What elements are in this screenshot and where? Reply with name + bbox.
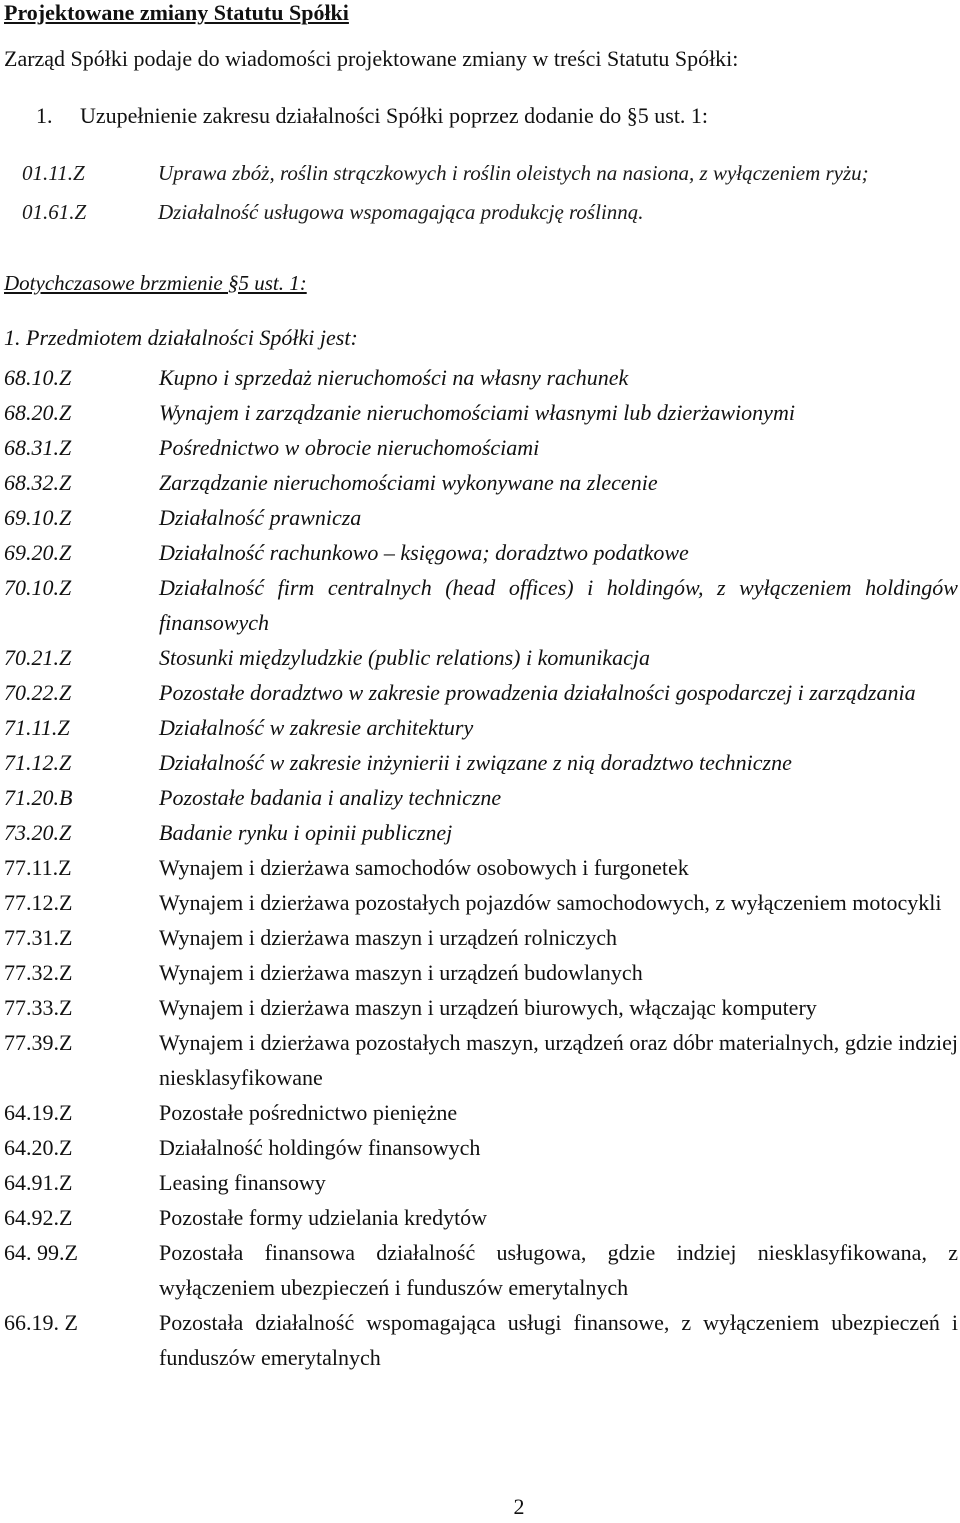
activity-description: Pozostałe doradztwo w zakresie prowadzenia działalności gospodarczej i zarządzania — [159, 680, 916, 705]
code-row — [4, 745, 958, 780]
activity-code: 68.10.Z — [4, 365, 72, 390]
activity-code: 64.20.Z — [4, 1135, 73, 1160]
activity-description: Wynajem i dzierżawa samochodów osobowych i furgonetek — [159, 855, 689, 880]
activity-description: Pozostała finansowa działalność usługowa, gdzie indziej niesklasyfikowana, z wyłączeniem ubezpieczeń i funduszów emerytalnych — [159, 1240, 958, 1300]
code-row — [4, 850, 958, 885]
activity-description: Wynajem i dzierżawa pozostałych pojazdów samochodowych, z wyłączeniem motocykli — [159, 890, 942, 915]
code-row — [4, 885, 958, 920]
code-row — [4, 570, 958, 640]
activity-description: Uprawa zbóż, roślin strączkowych i roślin oleistych na nasiona, z wyłączeniem ryżu; — [158, 161, 869, 185]
activity-codes-italic — [4, 360, 958, 850]
code-row — [4, 675, 958, 710]
code-row — [4, 465, 958, 500]
amendment-item-1 — [36, 103, 708, 129]
activity-description: Działalność firm centralnych (head offices) i holdingów, z wyłączeniem holdingów finansowych — [159, 575, 958, 635]
code-row — [4, 955, 958, 990]
amendment-item-number: 1. — [36, 103, 53, 128]
activity-code: 66.19. Z — [4, 1310, 78, 1335]
new-codes-list — [22, 159, 942, 237]
intro-paragraph: Zarząd Spółki podaje do wiadomości projektowane zmiany w treści Statutu Spółki: — [4, 46, 739, 71]
subject-line: 1. Przedmiotem działalności Spółki jest: — [4, 325, 358, 350]
activity-code: 77.11.Z — [4, 855, 72, 880]
activity-description: Działalność prawnicza — [159, 505, 362, 530]
code-row — [4, 1130, 958, 1165]
code-row — [4, 710, 958, 745]
activity-code: 64.91.Z — [4, 1170, 73, 1195]
activity-code: 69.10.Z — [4, 505, 72, 530]
activity-description: Pozostała działalność wspomagająca usługi finansowe, z wyłączeniem ubezpieczeń i funduszów emerytalnych — [159, 1310, 958, 1370]
activity-description: Działalność w zakresie architektury — [159, 715, 474, 740]
activity-code: 64.19.Z — [4, 1100, 73, 1125]
code-row — [4, 640, 958, 675]
code-row — [22, 198, 942, 227]
page-number: 2 — [513, 1494, 525, 1519]
code-row — [22, 159, 942, 188]
activity-code: 68.32.Z — [4, 470, 72, 495]
code-row — [4, 1165, 958, 1200]
code-row — [4, 1235, 958, 1305]
activity-description: Badanie rynku i opinii publicznej — [159, 820, 453, 845]
activity-code: 77.32.Z — [4, 960, 73, 985]
activity-code: 73.20.Z — [4, 820, 72, 845]
activity-description: Pozostałe badania i analizy techniczne — [159, 785, 502, 810]
activity-code: 70.21.Z — [4, 645, 72, 670]
activity-description: Pozostałe pośrednictwo pieniężne — [159, 1100, 458, 1125]
activity-description: Wynajem i dzierżawa pozostałych maszyn, urządzeń oraz dóbr materialnych, gdzie indziej niesklasyfikowane — [159, 1030, 958, 1090]
code-row — [4, 1095, 958, 1130]
code-row — [4, 1025, 958, 1095]
activity-description: Wynajem i dzierżawa maszyn i urządzeń biurowych, włączając komputery — [159, 995, 817, 1020]
document-heading: Projektowane zmiany Statutu Spółki — [4, 0, 349, 25]
activity-code: 77.39.Z — [4, 1030, 73, 1055]
activity-code: 77.31.Z — [4, 925, 73, 950]
code-row — [4, 360, 958, 395]
activity-description: Działalność w zakresie inżynierii i związane z nią doradztwo techniczne — [159, 750, 792, 775]
activity-code: 71.11.Z — [4, 715, 70, 740]
activity-codes-list — [4, 360, 958, 1375]
activity-code: 01.11.Z — [22, 161, 85, 185]
activity-description: Działalność rachunkowo – księgowa; doradztwo podatkowe — [159, 540, 689, 565]
activity-description: Wynajem i dzierżawa maszyn i urządzeń budowlanych — [159, 960, 643, 985]
activity-description: Działalność holdingów finansowych — [159, 1135, 481, 1160]
activity-description: Stosunki międzyludzkie (public relations) i komunikacja — [159, 645, 651, 670]
activity-code: 68.20.Z — [4, 400, 72, 425]
code-row — [4, 990, 958, 1025]
code-row — [4, 430, 958, 465]
activity-code: 01.61.Z — [22, 200, 87, 224]
activity-code: 70.22.Z — [4, 680, 72, 705]
code-row — [4, 1305, 958, 1375]
activity-description: Działalność usługowa wspomagająca produkcję roślinną. — [158, 200, 644, 224]
activity-description: Leasing finansowy — [159, 1170, 326, 1195]
activity-description: Wynajem i zarządzanie nieruchomościami własnymi lub dzierżawionymi — [159, 400, 795, 425]
activity-description: Wynajem i dzierżawa maszyn i urządzeń rolniczych — [159, 925, 618, 950]
previous-wording-label: Dotychczasowe brzmienie §5 ust. 1: — [4, 271, 307, 295]
activity-description: Zarządzanie nieruchomościami wykonywane na zlecenie — [159, 470, 658, 495]
activity-code: 70.10.Z — [4, 575, 72, 600]
code-row — [4, 395, 958, 430]
code-row — [4, 535, 958, 570]
activity-description: Pośrednictwo w obrocie nieruchomościami — [159, 435, 540, 460]
code-row — [4, 920, 958, 955]
activity-code: 68.31.Z — [4, 435, 72, 460]
activity-code: 77.33.Z — [4, 995, 73, 1020]
activity-code: 64. 99.Z — [4, 1240, 78, 1265]
activity-code: 71.12.Z — [4, 750, 72, 775]
activity-description: Pozostałe formy udzielania kredytów — [159, 1205, 488, 1230]
code-row — [4, 500, 958, 535]
activity-description: Kupno i sprzedaż nieruchomości na własny rachunek — [159, 365, 629, 390]
activity-code: 64.92.Z — [4, 1205, 73, 1230]
activity-code: 77.12.Z — [4, 890, 73, 915]
activity-code: 71.20.B — [4, 785, 73, 810]
code-row — [4, 780, 958, 815]
amendment-item-text: Uzupełnienie zakresu działalności Spółki poprzez dodanie do §5 ust. 1: — [80, 103, 709, 128]
code-row — [4, 1200, 958, 1235]
activity-codes-plain — [4, 850, 958, 1375]
activity-code: 69.20.Z — [4, 540, 72, 565]
code-row — [4, 815, 958, 850]
